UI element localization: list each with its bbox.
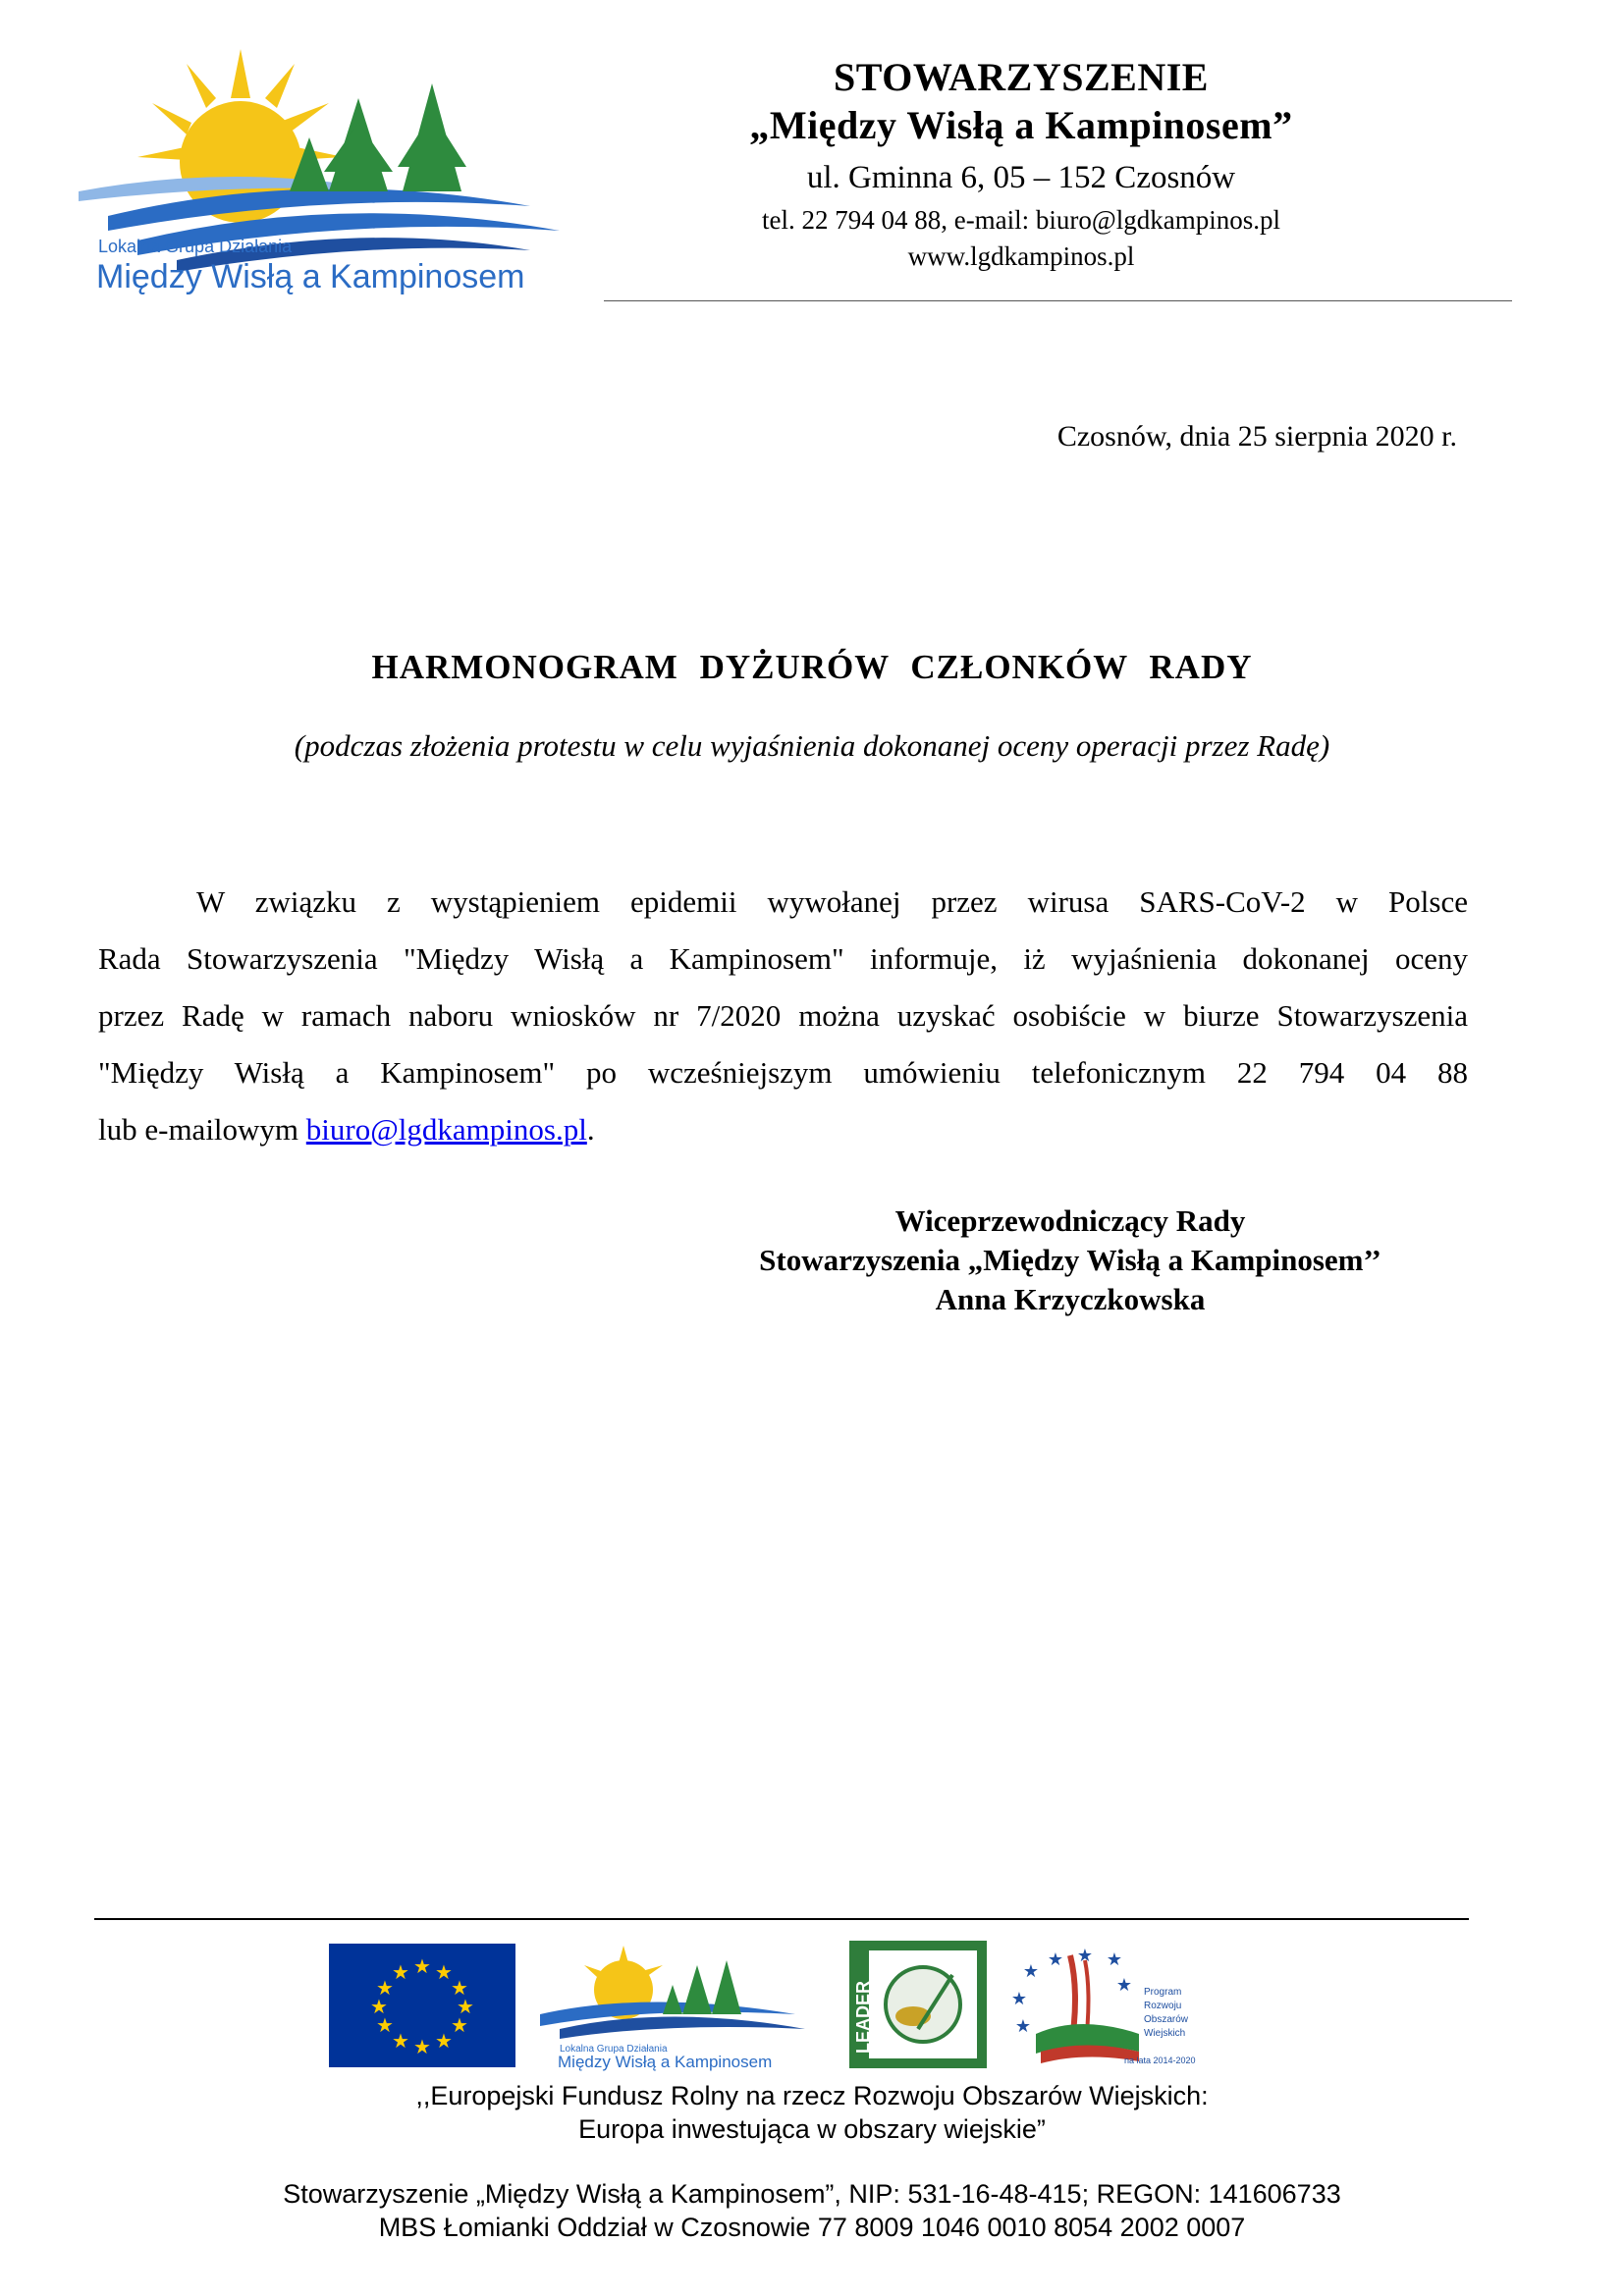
prow-line: Program xyxy=(1144,1987,1182,1998)
org-website: www.lgdkampinos.pl xyxy=(907,241,1135,271)
footer-quote-line: Europa inwestująca w obszary wiejskie” xyxy=(578,2114,1046,2144)
signature-role: Wiceprzewodniczący Rady xyxy=(894,1203,1246,1238)
svg-text:★: ★ xyxy=(1115,1975,1133,1996)
svg-text:★: ★ xyxy=(392,2029,409,2053)
document-subtitle: (podczas złożenia protestu w celu wyjaśnienia dokonanej oceny operacji przez Radę) xyxy=(294,728,1330,763)
lgd-small-caption-large: Między Wisłą a Kampinosem xyxy=(558,2053,773,2071)
body-line-last xyxy=(98,1101,1468,1158)
org-header xyxy=(589,54,1453,274)
signature-name: Anna Krzyczkowska xyxy=(935,1282,1206,1316)
org-address: ul. Gminna 6, 05 – 152 Czosnów xyxy=(806,160,1236,195)
logo-caption-large: Między Wisłą a Kampinosem xyxy=(96,258,525,295)
org-name: STOWARZYSZENIE xyxy=(834,55,1209,99)
tree-icon xyxy=(290,83,466,191)
prow-line: Wiejskich xyxy=(1144,2028,1186,2039)
footer-quote xyxy=(0,2079,1624,2146)
svg-text:★: ★ xyxy=(413,2035,431,2058)
body-line: W związku z wystąpieniem epidemii wywołanej przez wirusa SARS-CoV-2 w Polsce xyxy=(196,884,1468,919)
prow-years: na lata 2014-2020 xyxy=(1124,2056,1196,2065)
lgd-small-caption: Lokalna Grupa Działania xyxy=(560,2044,668,2055)
body-text: lub e-mailowym xyxy=(98,1112,306,1147)
svg-text:★: ★ xyxy=(1014,2016,1032,2037)
footer-divider xyxy=(94,1918,1469,1920)
org-subname: „Między Wisłą a Kampinosem” xyxy=(749,103,1293,147)
org-contact: tel. 22 794 04 88, e-mail: biuro@lgdkampinos.pl xyxy=(761,205,1281,235)
svg-text:★: ★ xyxy=(435,1960,453,1984)
lgd-small-logo xyxy=(540,1946,805,2071)
footer-org-line: Stowarzyszenie „Między Wisłą a Kampinosem”, NIP: 531-16-48-415; REGON: 141606733 xyxy=(283,2179,1341,2209)
svg-text:★: ★ xyxy=(435,2029,453,2053)
signature-org: Stowarzyszenia „Między Wisłą a Kampinosem’’ xyxy=(759,1243,1381,1277)
svg-text:★: ★ xyxy=(1076,1946,1094,1966)
svg-text:★: ★ xyxy=(1106,1949,1123,1970)
svg-text:★: ★ xyxy=(1010,1989,1028,2009)
prow-logo xyxy=(1011,1946,1196,2065)
svg-text:★: ★ xyxy=(376,1976,394,2000)
prow-line: Obszarów xyxy=(1144,2014,1189,2025)
svg-text:★: ★ xyxy=(413,1954,431,1978)
svg-text:★: ★ xyxy=(1047,1949,1064,1970)
prow-line: Rozwoju xyxy=(1144,2001,1182,2011)
document-title: HARMONOGRAM DYŻURÓW CZŁONKÓW RADY xyxy=(371,648,1253,686)
leader-logo xyxy=(849,1941,987,2068)
body-line: "Między Wisłą a Kampinosem" po wcześniejszym umówieniu telefonicznym 22 794 04 88 xyxy=(98,1055,1468,1090)
svg-text:★: ★ xyxy=(451,2013,468,2037)
body-line: przez Radę w ramach naboru wniosków nr 7/2020 można uzyskać osobiście w biurze Stowarzyszenia xyxy=(98,998,1468,1033)
footer-org-line: MBS Łomianki Oddział w Czosnowie 77 8009 1046 0010 8054 2002 0007 xyxy=(378,2213,1246,2242)
footer-quote-line: ,,Europejski Fundusz Rolny na rzecz Rozwoju Obszarów Wiejskich: xyxy=(415,2081,1209,2110)
lgd-logo xyxy=(69,44,579,309)
email-link[interactable]: biuro@lgdkampinos.pl xyxy=(305,1112,587,1147)
svg-text:★: ★ xyxy=(457,1995,474,2018)
document-date: Czosnów, dnia 25 sierpnia 2020 r. xyxy=(1056,420,1457,453)
logo-caption-small: Lokalna Grupa Działania xyxy=(98,237,293,256)
body-line: Rada Stowarzyszenia "Między Wisłą a Kampinosem" informuje, iż wyjaśnienia dokonanej oceny xyxy=(98,941,1468,976)
leader-label: LEADER xyxy=(853,1980,873,2054)
svg-text:★: ★ xyxy=(1022,1961,1040,1982)
svg-text:★: ★ xyxy=(376,2013,394,2037)
svg-text:★: ★ xyxy=(370,1995,388,2018)
body-paragraph xyxy=(98,874,1468,1158)
eu-flag-icon xyxy=(329,1944,515,2067)
svg-text:★: ★ xyxy=(392,1960,409,1984)
header-divider xyxy=(604,300,1512,301)
footer-logos xyxy=(324,1936,1306,2073)
signature-block xyxy=(687,1201,1453,1319)
footer-org-info xyxy=(0,2177,1624,2244)
svg-text:★: ★ xyxy=(451,1976,468,2000)
body-text: . xyxy=(586,1112,595,1147)
